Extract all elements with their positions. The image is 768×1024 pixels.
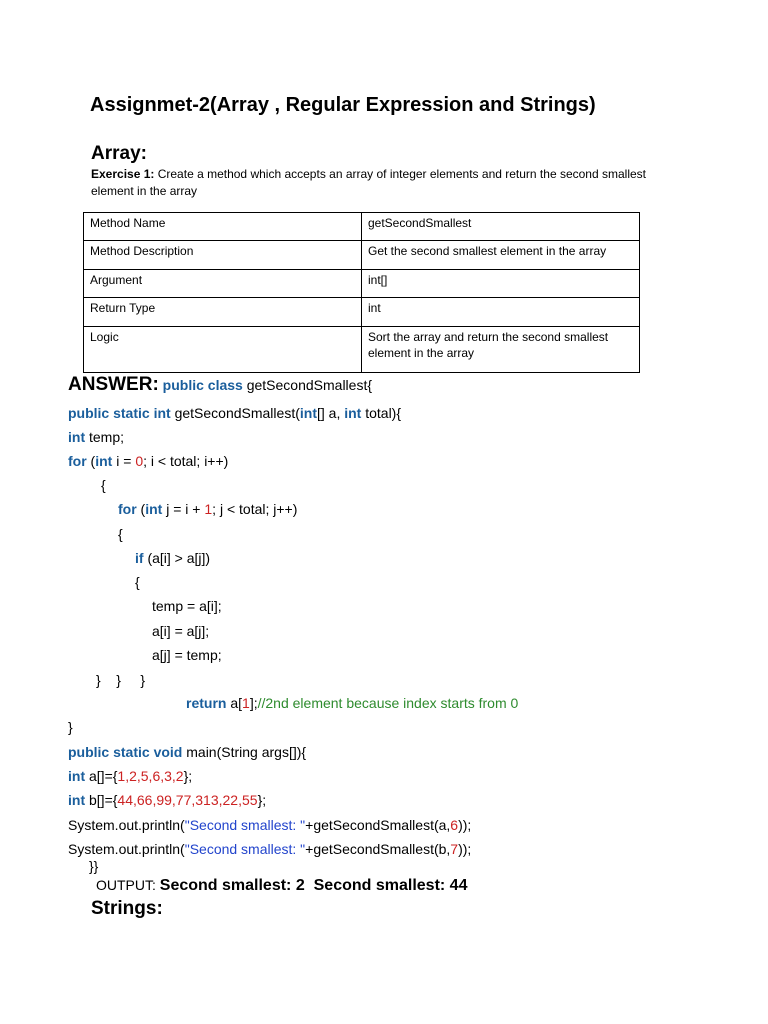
table-cell-label: Argument [84, 270, 362, 298]
output-line [96, 877, 467, 895]
code-line-18 [68, 792, 266, 808]
code-line-12: a[j] = temp; [152, 647, 222, 663]
code-text: ]; [249, 695, 258, 711]
code-text: +getSecondSmallest(b, [305, 841, 451, 857]
table-cell-value: Get the second smallest element in the array [362, 241, 640, 270]
code-keyword: int [68, 792, 86, 808]
answer-label: ANSWER: [68, 374, 159, 395]
code-line-2 [68, 405, 401, 421]
code-string: "Second smallest: " [184, 841, 306, 857]
code-text: total){ [361, 405, 402, 421]
code-string: "Second smallest: " [184, 817, 306, 833]
code-line-11: a[i] = a[j]; [152, 623, 210, 639]
code-text: [] a, [316, 405, 345, 421]
code-number: 1 [204, 501, 213, 517]
code-line-9: { [135, 574, 140, 590]
table-cell-value: getSecondSmallest [362, 213, 640, 241]
code-line-8 [135, 550, 210, 566]
code-text: j = i + [162, 501, 205, 517]
code-keyword: if [135, 550, 144, 566]
array-heading: Array: [91, 143, 147, 164]
code-text: a[]={ [85, 768, 118, 784]
code-keyword: int [145, 501, 163, 517]
code-keyword: int [344, 405, 362, 421]
table-row [84, 213, 640, 241]
table-row [84, 270, 640, 298]
code-text: getSecondSmallest( [170, 405, 300, 421]
code-keyword: int [95, 453, 113, 469]
code-line-21: }} [89, 858, 99, 874]
document-title: Assignmet-2(Array , Regular Expression and Strings) [90, 94, 596, 116]
code-text: ( [136, 501, 146, 517]
code-text: ; i < total; i++) [143, 453, 229, 469]
code-text: i = [112, 453, 136, 469]
code-number: 6 [450, 817, 459, 833]
code-line-14 [186, 695, 518, 711]
code-keyword: public static int [68, 405, 171, 421]
code-line-20 [68, 841, 471, 857]
table-row [84, 241, 640, 270]
code-text: }; [257, 792, 267, 808]
method-spec-table [83, 212, 640, 373]
code-text: ; j < total; j++) [212, 501, 298, 517]
code-number: 44,66,99,77,313,22,55 [117, 792, 258, 808]
code-text: a[ [226, 695, 243, 711]
table-cell-value: int[] [362, 270, 640, 298]
code-keyword: public class [162, 377, 243, 393]
strings-heading: Strings: [91, 898, 163, 919]
table-cell-label: Return Type [84, 298, 362, 327]
code-number: 7 [450, 841, 459, 857]
table-row [84, 298, 640, 327]
table-cell-value: int [362, 298, 640, 327]
table-row [84, 327, 640, 373]
code-keyword: int [68, 768, 86, 784]
code-number: 1 [242, 695, 250, 711]
code-line-6 [118, 501, 297, 517]
code-line-17 [68, 768, 192, 784]
code-comment: //2nd element because index starts from 0 [257, 695, 519, 711]
code-text: (a[i] > a[j]) [143, 550, 211, 566]
code-text: +getSecondSmallest(a, [305, 817, 451, 833]
code-text: main(String args[]){ [182, 744, 307, 760]
output-label: OUTPUT: [96, 877, 160, 893]
code-line-13: } } } [96, 672, 146, 688]
code-line-16 [68, 744, 306, 760]
table-cell-label: Logic [84, 327, 362, 373]
output-value: Second smallest: 2 Second smallest: 44 [159, 877, 468, 894]
code-number: 0 [135, 453, 144, 469]
exercise-text: Create a method which accepts an array of integer elements and return the second smallest element in the array [91, 167, 646, 198]
code-text: temp; [85, 429, 125, 445]
code-line-15: } [68, 719, 73, 735]
code-line-7: { [118, 526, 123, 542]
code-text: getSecondSmallest{ [242, 377, 373, 393]
code-line-4 [68, 453, 228, 469]
code-keyword: for [68, 453, 87, 469]
code-line-5: { [101, 477, 106, 493]
code-line-1 [68, 374, 372, 396]
table-cell-value: Sort the array and return the second smallest element in the array [362, 327, 640, 373]
code-keyword: return [186, 695, 227, 711]
code-text: b[]={ [85, 792, 118, 808]
table-cell-label: Method Description [84, 241, 362, 270]
code-text: }; [183, 768, 193, 784]
code-text: )); [458, 841, 472, 857]
code-number: 1,2,5,6,3,2 [117, 768, 184, 784]
exercise-description [91, 166, 681, 200]
code-text: System.out.println( [68, 841, 185, 857]
code-line-3 [68, 429, 124, 445]
code-text: )); [458, 817, 472, 833]
table-cell-label: Method Name [84, 213, 362, 241]
code-text: System.out.println( [68, 817, 185, 833]
code-keyword: int [68, 429, 86, 445]
code-line-19 [68, 817, 471, 833]
code-line-10: temp = a[i]; [152, 598, 222, 614]
code-keyword: public static void [68, 744, 183, 760]
code-text: ( [86, 453, 96, 469]
code-keyword: int [299, 405, 317, 421]
exercise-label: Exercise 1: [91, 167, 155, 181]
code-keyword: for [118, 501, 137, 517]
